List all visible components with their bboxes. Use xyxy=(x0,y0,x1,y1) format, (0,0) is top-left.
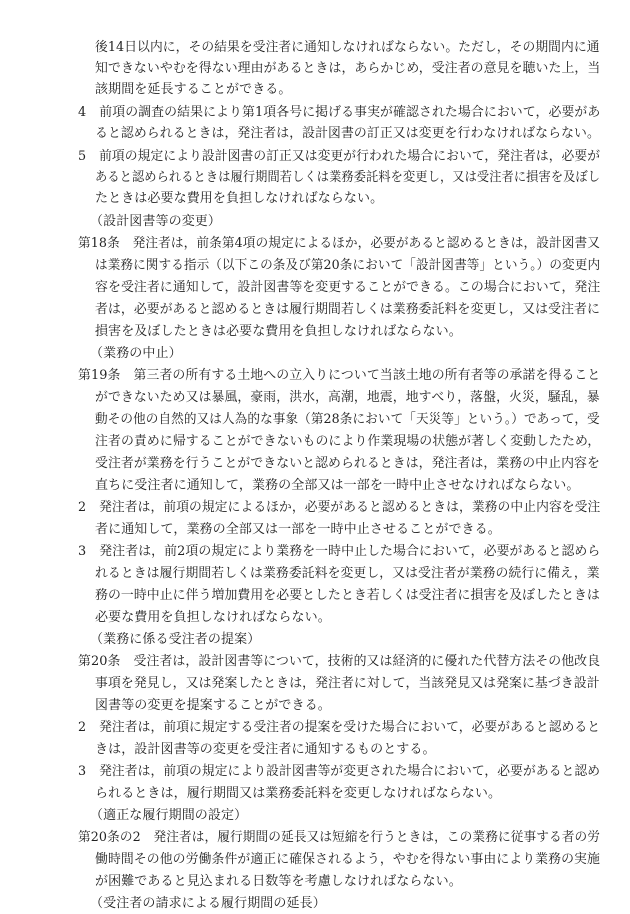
text-line: 損害を及ぼしたときは必要な費用を負担しなければならない。 xyxy=(95,324,462,339)
text-line: 後14日以内に，その結果を受注者に通知しなければならない。ただし，その期間内に通 xyxy=(95,40,600,55)
text-line: ができないため又は暴風，豪雨，洪水，高潮，地震，地すべり，落盤，火災，騒乱，暴 xyxy=(95,390,600,405)
section-heading: （設計図書等の変更） xyxy=(90,214,222,229)
text-line: あると認められるときは履行期間若しくは業務委託料を変更し，又は受注者に損害を及ぼし xyxy=(95,170,601,185)
clause-3-line: 3 発注者は，前2項の規定により業務を一時中止した場合において，必要があると認めら xyxy=(78,544,601,559)
text-line: きは，設計図書等の変更を受注者に通知するものとする。 xyxy=(95,742,436,757)
clause-2-line: 2 発注者は，前項に規定する受注者の提案を受けた場合において，必要があると認めると xyxy=(78,720,601,735)
text-line: 直ちに受注者に通知して，業務の全部又は一部を一時中止させなければならない。 xyxy=(95,478,580,493)
text-line: は業務に関する指示（以下この条及び第20条において「設計図書等」という。）の変更内 xyxy=(95,258,601,273)
section-heading: （適正な履行期間の設定） xyxy=(90,808,248,823)
text-line: 者は，必要があると認めるときは履行期間若しくは業務委託料を変更し，又は受注者に xyxy=(95,302,600,317)
text-line: が困難であると見込まれる日数等を考慮しなければならない。 xyxy=(95,874,462,889)
text-line: 者に通知して，業務の全部又は一部を一時中止させることができる。 xyxy=(95,522,501,537)
clause-5-line: 5 前項の規定により設計図書の訂正又は変更が行われた場合において，発注者は，必要が xyxy=(78,149,601,164)
article-19-line: 第19条 第三者の所有する土地への立入りについて当該土地の所有者等の承諾を得ること xyxy=(78,368,601,383)
text-line: たときは必要な費用を負担しなければならない。 xyxy=(95,191,384,206)
article-18-line: 第18条 発注者は，前条第4項の規定によるほか，必要があると認めるときは，設計図書又 xyxy=(78,236,601,251)
text-line: 働時間その他の労働条件が適正に確保されるよう，やむを得ない事由により業務の実施 xyxy=(95,852,600,867)
text-line: 務の一時中止に伴う増加費用を必要としたとき若しくは受注者に損害を及ぼしたときは xyxy=(95,588,600,603)
text-line: 受注者が業務を行うことができないと認められるときは，発注者は，業務の中止内容を xyxy=(95,456,600,471)
text-line: 該期間を延長することができる。 xyxy=(95,82,292,97)
text-line: 事項を発見し，又は発案したときは，発注者に対して，当該発見又は発案に基づき設計 xyxy=(95,676,600,691)
text-line: れるときは履行期間若しくは業務委託料を変更し，又は受注者が業務の続行に備え，業 xyxy=(95,566,600,581)
clause-2-line: 2 発注者は，前項の規定によるほか，必要があると認めるときは，業務の中止内容を受注 xyxy=(78,500,601,515)
article-20-2-line: 第20条の2 発注者は，履行期間の延長又は短縮を行うときは，この業務に従事する者の労 xyxy=(78,830,601,845)
clause-4-line: 4 前項の調査の結果により第1項各号に掲げる事実が確認された場合において，必要があ xyxy=(78,105,601,120)
text-line: 知できないやむを得ない理由があるときは，あらかじめ，受注者の意見を聴いた上，当 xyxy=(95,61,601,76)
article-20-line: 第20条 受注者は，設計図書等について，技術的又は経済的に優れた代替方法その他改良 xyxy=(78,654,601,669)
section-heading: （業務の中止） xyxy=(90,346,182,361)
text-line: ると認められるときは，発注者は，設計図書の訂正又は変更を行わなければならない。 xyxy=(95,126,600,141)
text-line: 動その他の自然的又は人為的な事象（第28条において「天災等」という。）であって，受 xyxy=(95,412,600,427)
text-line: 図書等の変更を提案することができる。 xyxy=(95,698,331,713)
text-line: 必要な費用を負担しなければならない。 xyxy=(95,610,331,625)
text-line: 注者の責めに帰することができないものにより作業現場の状態が著しく変動したため， xyxy=(95,434,601,449)
text-line: られるときは，履行期間又は業務委託料を変更しなければならない。 xyxy=(95,786,502,801)
clause-3-line: 3 発注者は，前項の規定により設計図書等が変更された場合において，必要があると認め xyxy=(78,764,601,779)
section-heading: （受注者の請求による履行期間の延長） xyxy=(90,896,326,911)
section-heading: （業務に係る受注者の提案） xyxy=(90,632,261,647)
text-line: 容を受注者に通知して，設計図書等を変更することができる。この場合において，発注 xyxy=(95,280,601,295)
